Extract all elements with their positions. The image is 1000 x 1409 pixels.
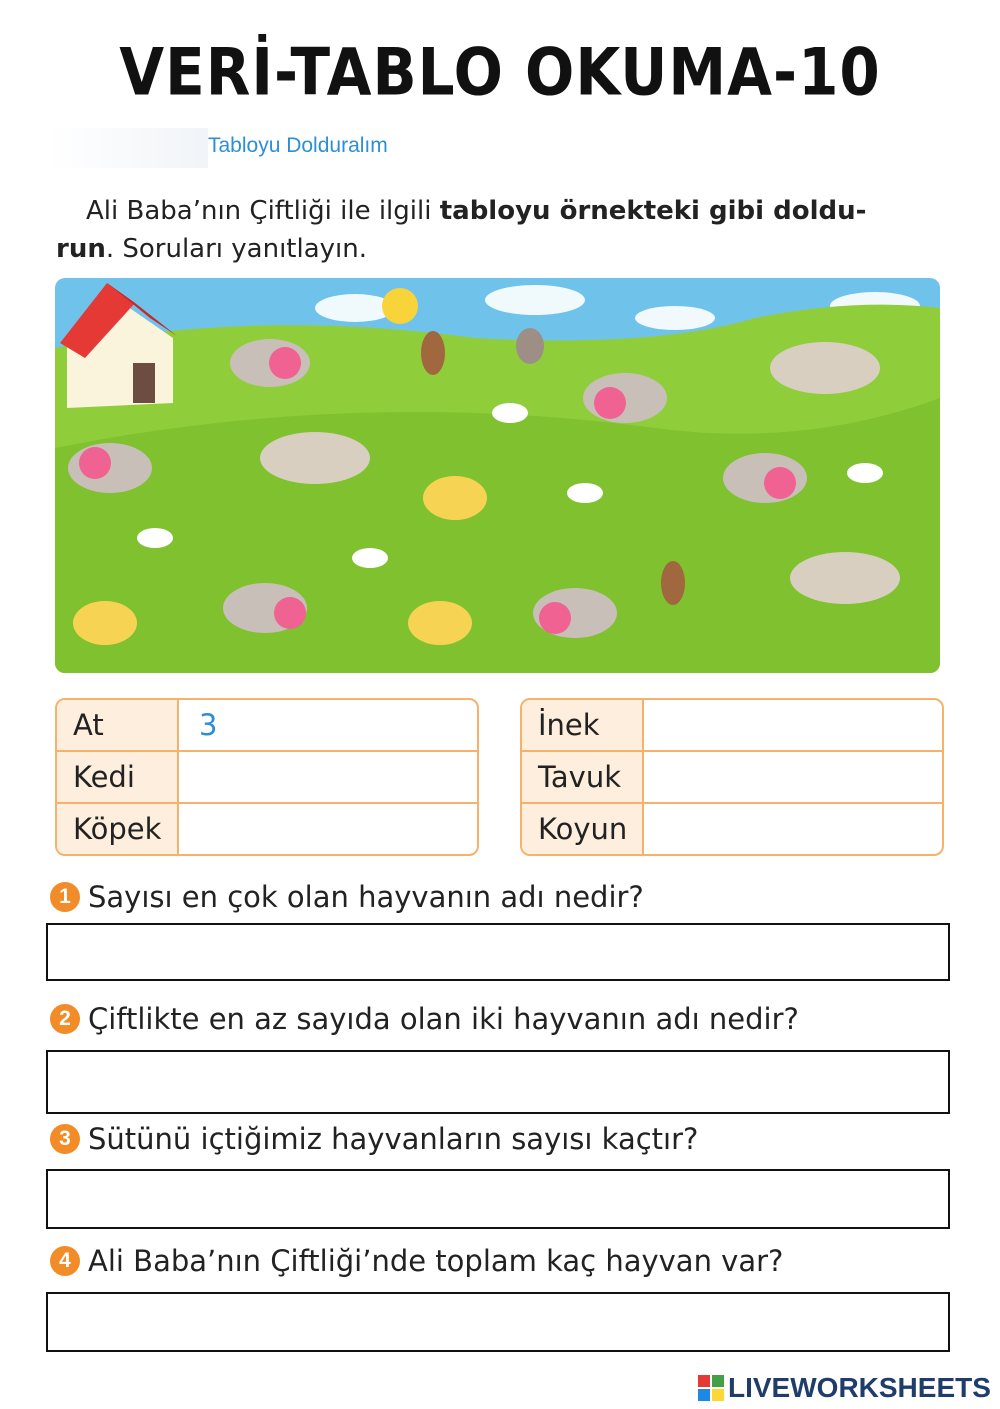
- row-label: Tavuk: [522, 752, 644, 802]
- sun: [382, 288, 418, 324]
- instructions-part1: Ali Baba’nın Çiftliği ile ilgili: [86, 196, 440, 226]
- table-row: [522, 804, 942, 854]
- answer-field-kedi[interactable]: [179, 752, 477, 802]
- question-number-badge: 4: [50, 1246, 80, 1276]
- row-label: At: [57, 700, 179, 750]
- page-title: VERİ-TABLO OKUMA-10: [119, 33, 881, 111]
- instructions-bold1: tabloyu örnekteki gibi doldu-: [439, 196, 867, 226]
- section-header-bar: [48, 128, 208, 168]
- question-2: [50, 1002, 799, 1036]
- row-label: Köpek: [57, 804, 179, 854]
- question-1: [50, 880, 644, 914]
- row-label: İnek: [522, 700, 644, 750]
- liveworksheets-logo-icon: [698, 1375, 724, 1401]
- question-number-badge: 2: [50, 1004, 80, 1034]
- section-header: [48, 128, 948, 168]
- answer-field-inek[interactable]: [644, 700, 942, 750]
- row-label: Koyun: [522, 804, 644, 854]
- table-row: [57, 700, 477, 752]
- answer-box-1[interactable]: [46, 923, 950, 981]
- section-header-text: Tabloyu Dolduralım: [208, 134, 388, 157]
- hill-front: [55, 398, 940, 673]
- question-number-badge: 1: [50, 882, 80, 912]
- question-text: Çiftlikte en az sayıda olan iki hayvanın adı nedir?: [88, 1002, 799, 1036]
- table-right: [520, 698, 944, 856]
- question-number-badge: 3: [50, 1124, 80, 1154]
- answer-box-2[interactable]: [46, 1050, 950, 1114]
- question-3: [50, 1122, 698, 1156]
- instructions-part2: . Soruları yanıtlayın.: [105, 234, 368, 264]
- row-label: Kedi: [57, 752, 179, 802]
- brand-name: LIVEWORKSHEETS: [728, 1372, 991, 1403]
- table-row: [522, 700, 942, 752]
- table-row: [57, 804, 477, 854]
- answer-box-4[interactable]: [46, 1292, 950, 1352]
- answer-box-3[interactable]: [46, 1169, 950, 1229]
- instructions: [56, 192, 946, 268]
- table-row: [57, 752, 477, 804]
- table-row: [522, 752, 942, 804]
- farm-scene: [55, 278, 940, 673]
- brand-footer: [698, 1372, 991, 1404]
- instructions-bold2: run: [56, 234, 106, 264]
- answer-field-koyun[interactable]: [644, 804, 942, 854]
- question-text: Ali Baba’nın Çiftliği’nde toplam kaç hayvan var?: [88, 1244, 784, 1278]
- answer-field-kopek[interactable]: [179, 804, 477, 854]
- table-left: [55, 698, 479, 856]
- answer-field-tavuk[interactable]: [644, 752, 942, 802]
- farm-illustration: [55, 278, 940, 673]
- question-4: [50, 1244, 783, 1278]
- question-text: Sayısı en çok olan hayvanın adı nedir?: [88, 880, 644, 914]
- answer-field-at[interactable]: 3: [199, 708, 218, 742]
- question-text: Sütünü içtiğimiz hayvanların sayısı kaçtır?: [88, 1122, 699, 1156]
